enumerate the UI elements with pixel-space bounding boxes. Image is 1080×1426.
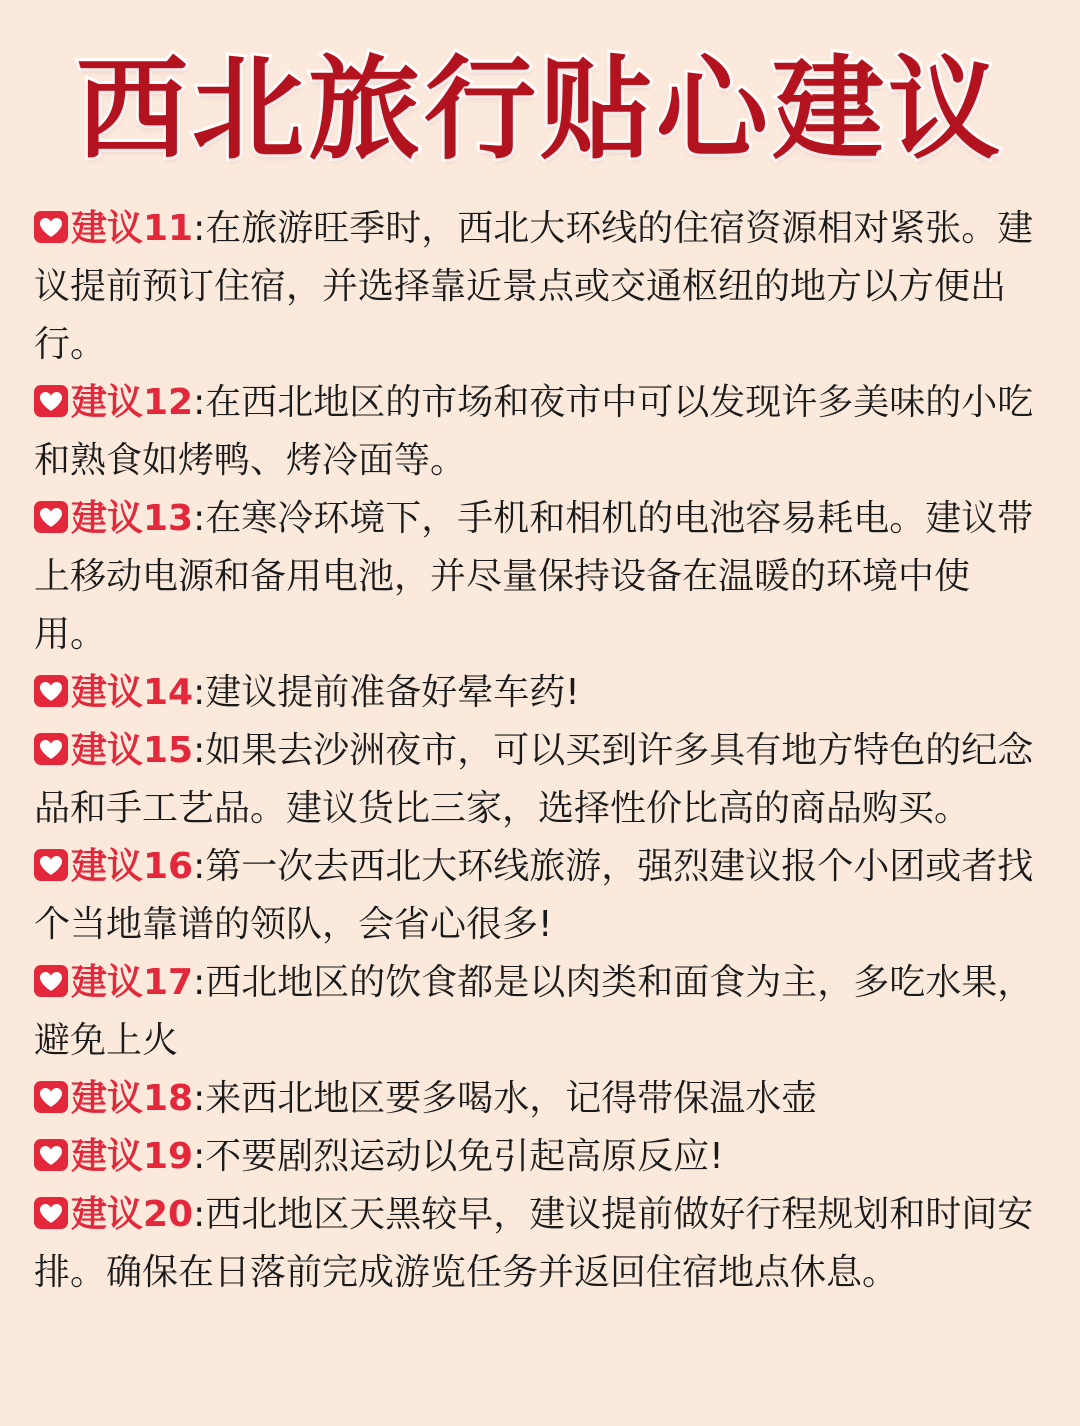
tip-item: 建议11:在旅游旺季时，西北大环线的住宿资源相对紧张。建议提前预订住宿，并选择靠近景点或交通枢纽的地方以方便出行。 [34,208,1034,365]
tip-text: 在旅游旺季时，西北大环线的住宿资源相对紧张。建议提前预订住宿，并选择靠近景点或交通枢纽的地方以方便出行。 [34,208,1034,365]
tip-label: 建议15 [71,730,194,771]
tip-label: 建议12 [71,382,194,423]
tip-item: 建议13:在寒冷环境下，手机和相机的电池容易耗电。建议带上移动电源和备用电池，并尽量保持设备在温暖的环境中使用。 [34,498,1034,655]
heart-icon [34,965,68,997]
tip-item: 建议19:不要剧烈运动以免引起高原反应! [34,1128,1040,1186]
tip-text: 不要剧烈运动以免引起高原反应! [205,1136,724,1177]
tip-label: 建议17 [71,962,194,1003]
tip-text: 如果去沙洲夜市，可以买到许多具有地方特色的纪念品和手工艺品。建议货比三家，选择性价比高的商品购买。 [34,730,1034,829]
tip-label: 建议16 [71,846,194,887]
heart-icon [34,211,68,243]
tip-label: 建议13 [71,498,194,539]
tip-label: 建议18 [71,1078,194,1119]
tip-label: 建议19 [71,1136,194,1177]
tip-text: 西北地区的饮食都是以肉类和面食为主，多吃水果，避免上火 [34,962,1034,1061]
tip-text: 第一次去西北大环线旅游，强烈建议报个小团或者找个当地靠谱的领队，会省心很多! [34,846,1034,945]
heart-icon [34,1197,68,1229]
tip-text: 在寒冷环境下，手机和相机的电池容易耗电。建议带上移动电源和备用电池，并尽量保持设备在温暖的环境中使用。 [34,498,1034,655]
tip-item: 建议20:西北地区天黑较早，建议提前做好行程规划和时间安排。确保在日落前完成游览任务并返回住宿地点休息。 [34,1194,1034,1293]
tip-text: 西北地区天黑较早，建议提前做好行程规划和时间安排。确保在日落前完成游览任务并返回住宿地点休息。 [34,1194,1034,1293]
tip-text: 来西北地区要多喝水，记得带保温水壶 [205,1078,818,1119]
tip-item: 建议12:在西北地区的市场和夜市中可以发现许多美味的小吃和熟食如烤鸭、烤冷面等。 [34,382,1034,481]
tips-list [0,200,1080,1302]
tip-item: 建议14:建议提前准备好晕车药! [34,664,1040,722]
page-title: 西北旅行贴心建议 [76,44,1004,175]
heart-icon [34,675,68,707]
tip-label: 建议20 [71,1194,194,1235]
tip-item: 建议16:第一次去西北大环线旅游，强烈建议报个小团或者找个当地靠谱的领队，会省心很多! [34,846,1034,945]
tip-label: 建议11 [71,208,194,249]
heart-icon [34,1081,68,1113]
heart-icon [34,1139,68,1171]
tip-label: 建议14 [71,672,194,713]
heart-icon [34,849,68,881]
tip-text: 建议提前准备好晕车药! [205,672,580,713]
heart-icon [34,501,68,533]
heart-icon [34,385,68,417]
heart-icon [34,733,68,765]
tip-item: 建议18:来西北地区要多喝水，记得带保温水壶 [34,1070,1040,1128]
tip-item: 建议15:如果去沙洲夜市，可以买到许多具有地方特色的纪念品和手工艺品。建议货比三家，选择性价比高的商品购买。 [34,730,1034,829]
tip-text: 在西北地区的市场和夜市中可以发现许多美味的小吃和熟食如烤鸭、烤冷面等。 [34,382,1034,481]
tip-item: 建议17:西北地区的饮食都是以肉类和面食为主，多吃水果，避免上火 [34,962,1034,1061]
